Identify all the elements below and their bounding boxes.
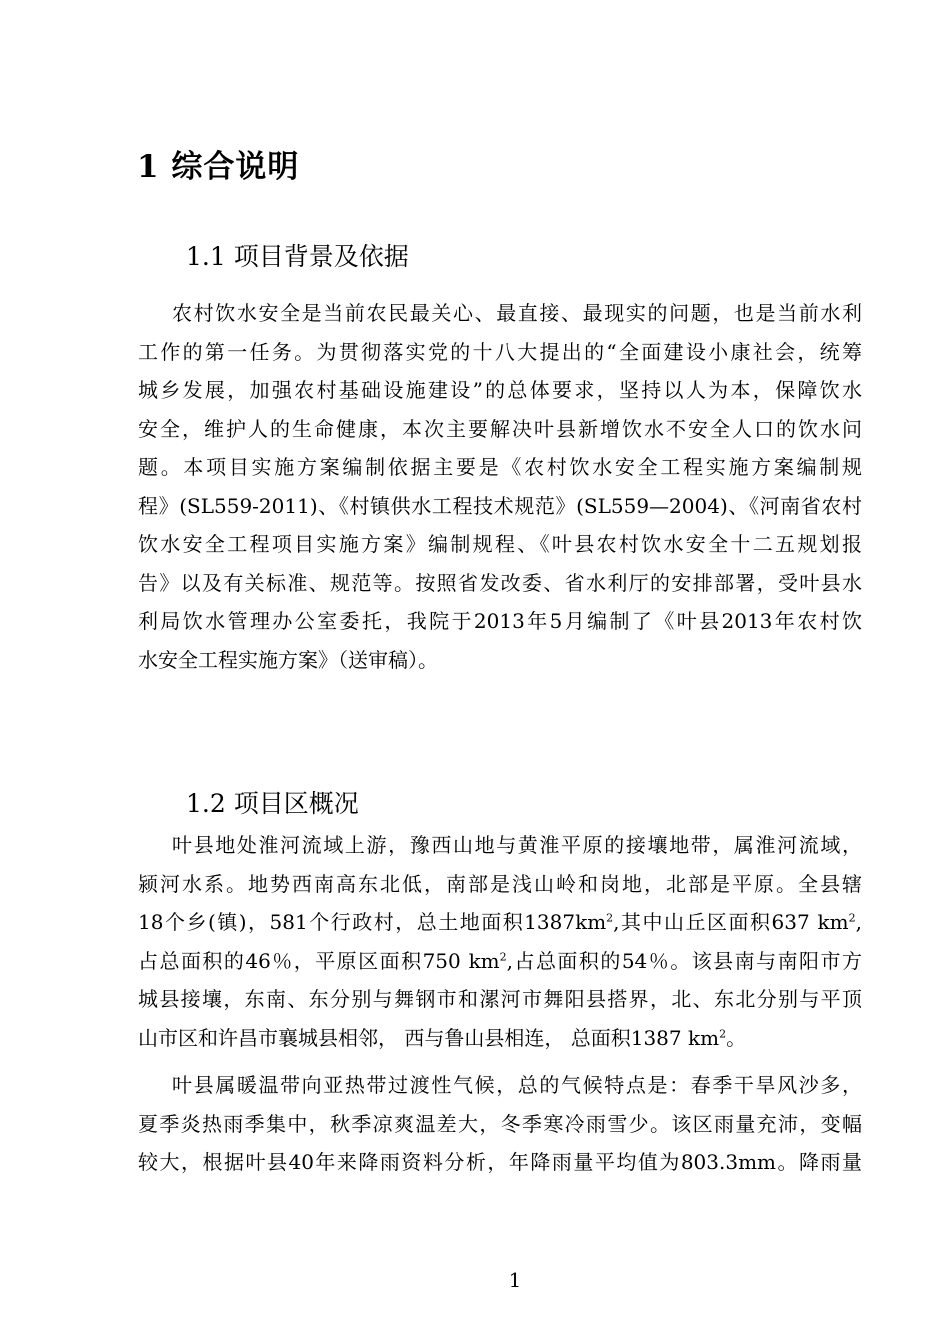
paragraph-overview: [138, 826, 862, 1057]
text-line: 叶县属暖温带向亚热带过渡性气候，总的气候特点是：春季干旱风沙多，: [172, 1073, 862, 1097]
text-line: 水安全工程实施方案》（送审稿）。: [138, 647, 438, 672]
text-line: 城县接壤，东南、东分别与舞钢市和漯河市舞阳县搭界，北、东北分别与平顶: [138, 987, 862, 1011]
text-line: 题。本项目实施方案编制依据主要是《农村饮水安全工程实施方案编制规: [138, 455, 862, 479]
text-line: 占总面积的46％，平原区面积750 $km^2$,占总面积的54％。该县南与南阳市方: [138, 948, 862, 973]
text-line: 较大，根据叶县40年来降雨资料分析，年降雨量平均值为803.3mm。降雨量: [138, 1150, 862, 1174]
text-line: 工作的第一任务。为贯彻落实党的十八大提出的“全面建设小康社会，统筹: [138, 339, 862, 364]
text-line: 程》(SL559-2011)、《村镇供水工程技术规范》(SL559—2004)、《河南省农村: [138, 493, 862, 518]
text-line: 告》以及有关标准、规范等。按照省发改委、省水利厅的安排部署，受叶县水: [138, 570, 862, 595]
text-line: 利局饮水管理办公室委托，我院于2013年5月编制了《叶县2013年农村饮: [138, 609, 862, 633]
text-line: 城乡发展，加强农村基础设施建设”的总体要求，坚持以人为本，保障饮水: [138, 378, 862, 402]
text-line: 农村饮水安全是当前农民最关心、最直接、最现实的问题，也是当前水利: [172, 301, 862, 325]
text-line: 颍河水系。地势西南高东北低，南部是浅山岭和岗地，北部是平原。全县辖: [138, 871, 862, 896]
paragraph-climate: [138, 1066, 862, 1182]
text-line: 18个乡(镇)，581个行政村，总土地面积$1387km^2$,其中山丘区面积637 $km^2$,: [138, 910, 862, 934]
paragraph-background: [138, 294, 862, 679]
superscript: 2: [848, 911, 856, 925]
text-line: 叶县地处淮河流域上游，豫西山地与黄淮平原的接壤地带，属淮河流域，: [172, 833, 862, 857]
page-number: 1: [508, 1268, 522, 1292]
chapter-title: 1 综合说明: [137, 149, 300, 185]
superscript: 2: [719, 1026, 727, 1040]
superscript: 2: [606, 911, 614, 925]
text-line: 安全，维护人的生命健康，本次主要解决叶县新增饮水不安全人口的饮水问: [138, 416, 862, 441]
section-title-1-1: 1.1 项目背景及依据: [186, 242, 409, 271]
text-line: 山市区和许昌市襄城县相邻， 西与鲁山县相连， 总面积1387 $km^2$。: [138, 1025, 747, 1050]
text-line: 饮水安全工程项目实施方案》编制规程、《叶县农村饮水安全十二五规划报: [138, 532, 862, 556]
text-line: 夏季炎热雨季集中，秋季凉爽温差大，冬季寒冷雨雪少。该区雨量充沛，变幅: [138, 1111, 862, 1136]
section-title-1-2: 1.2 项目区概况: [186, 789, 359, 818]
superscript: 2: [499, 949, 507, 963]
